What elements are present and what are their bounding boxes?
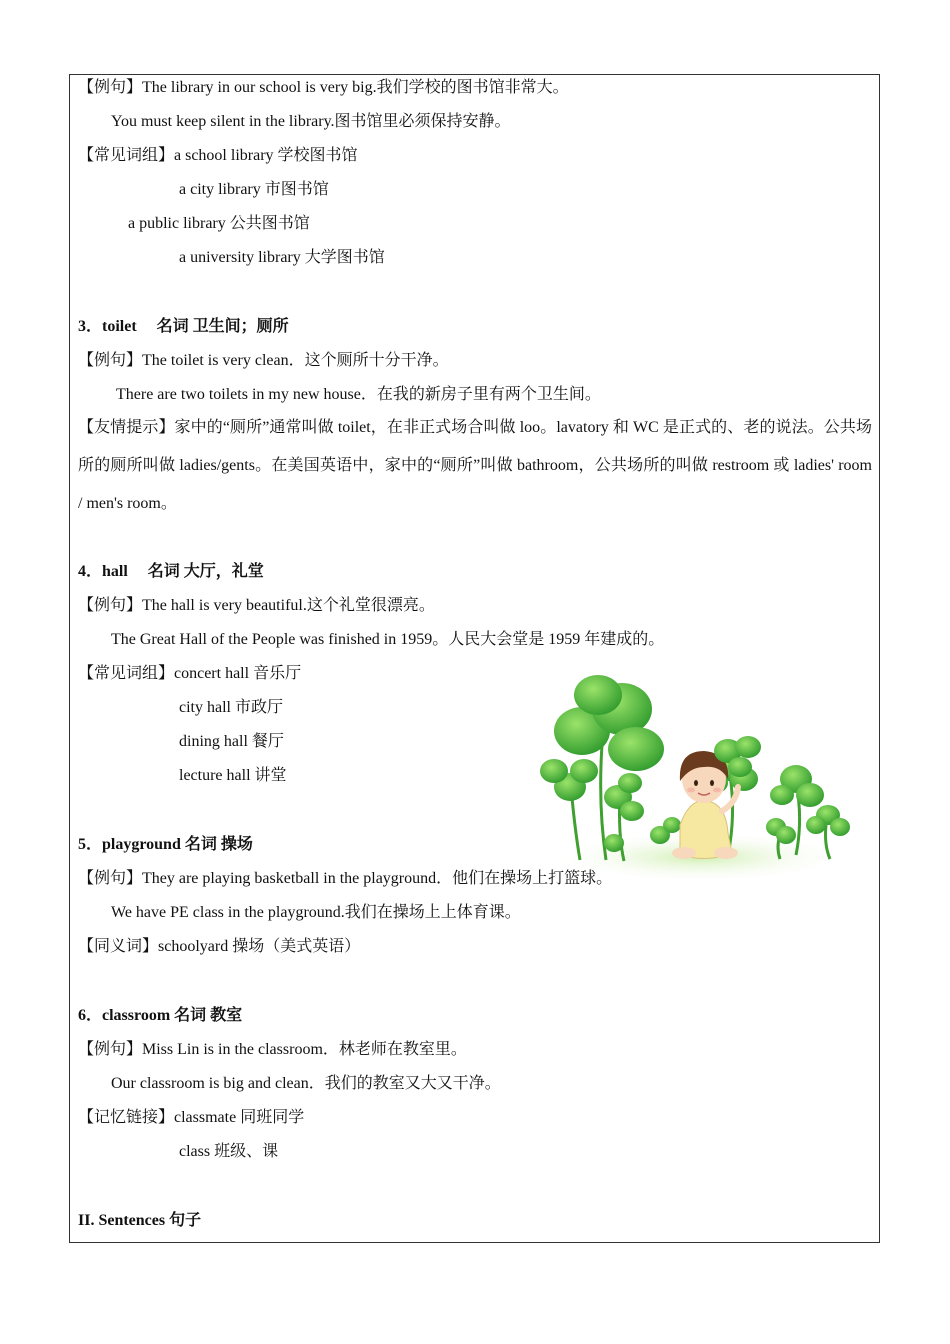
classroom-example-2: Our classroom is big and clean．我们的教室又大又干净。 — [111, 1075, 501, 1092]
library-phrase-2: a city library 市图书馆 — [179, 181, 329, 198]
library-example-1: 【例句】The library in our school is very big.我们学校的图书馆非常大。 — [78, 79, 569, 96]
classroom-memory-2: class 班级、课 — [179, 1143, 279, 1160]
hall-phrase-2: city hall 市政厅 — [179, 699, 283, 716]
hall-heading: 4．hall 名词 大厅，礼堂 — [78, 563, 264, 580]
playground-example-2: We have PE class in the playground.我们在操场上上体育课。 — [111, 904, 521, 921]
toilet-tip: 【友情提示】家中的“厕所”通常叫做 toilet，在非正式场合叫做 loo。lavatory 和 WC 是正式的、老的说法。公共场所的厕所叫做 ladies/gents。在美国英语中，家中的“厕所”叫做 bathroom，公共场所的叫做 restroom 或 ladies' room / men's room。 — [78, 419, 872, 512]
hall-example-1: 【例句】The hall is very beautiful.这个礼堂很漂亮。 — [78, 597, 435, 614]
playground-synonym: 【同义词】schoolyard 操场（美式英语） — [78, 938, 361, 955]
library-phrase-1: 【常见词组】a school library 学校图书馆 — [78, 147, 358, 164]
classroom-memory-1: 【记忆链接】classmate 同班同学 — [78, 1109, 305, 1126]
hall-phrase-4: lecture hall 讲堂 — [179, 767, 287, 784]
girl-with-clovers-illustration — [540, 675, 852, 885]
playground-example-1: 【例句】They are playing basketball in the playground．他们在操场上打篮球。 — [78, 870, 613, 887]
library-phrase-4: a university library 大学图书馆 — [179, 249, 385, 266]
hall-phrase-1: 【常见词组】concert hall 音乐厅 — [78, 665, 302, 682]
library-phrase-3: a public library 公共图书馆 — [128, 215, 310, 232]
classroom-heading: 6．classroom 名词 教室 — [78, 1007, 243, 1024]
hall-phrase-3: dining hall 餐厅 — [179, 733, 284, 750]
toilet-example-2: There are two toilets in my new house．在我的新房子里有两个卫生间。 — [116, 386, 601, 403]
classroom-example-1: 【例句】Miss Lin is in the classroom．林老师在教室里。 — [78, 1041, 467, 1058]
toilet-example-1: 【例句】The toilet is very clean．这个厕所十分干净。 — [78, 352, 449, 369]
library-example-2: You must keep silent in the library.图书馆里必须保持安静。 — [111, 113, 511, 130]
toilet-heading: 3．toilet 名词 卫生间；厕所 — [78, 318, 289, 335]
hall-example-2: The Great Hall of the People was finished in 1959。人民大会堂是 1959 年建成的。 — [111, 631, 665, 648]
sentences-heading: II. Sentences 句子 — [78, 1212, 202, 1229]
playground-heading: 5．playground 名词 操场 — [78, 836, 253, 853]
